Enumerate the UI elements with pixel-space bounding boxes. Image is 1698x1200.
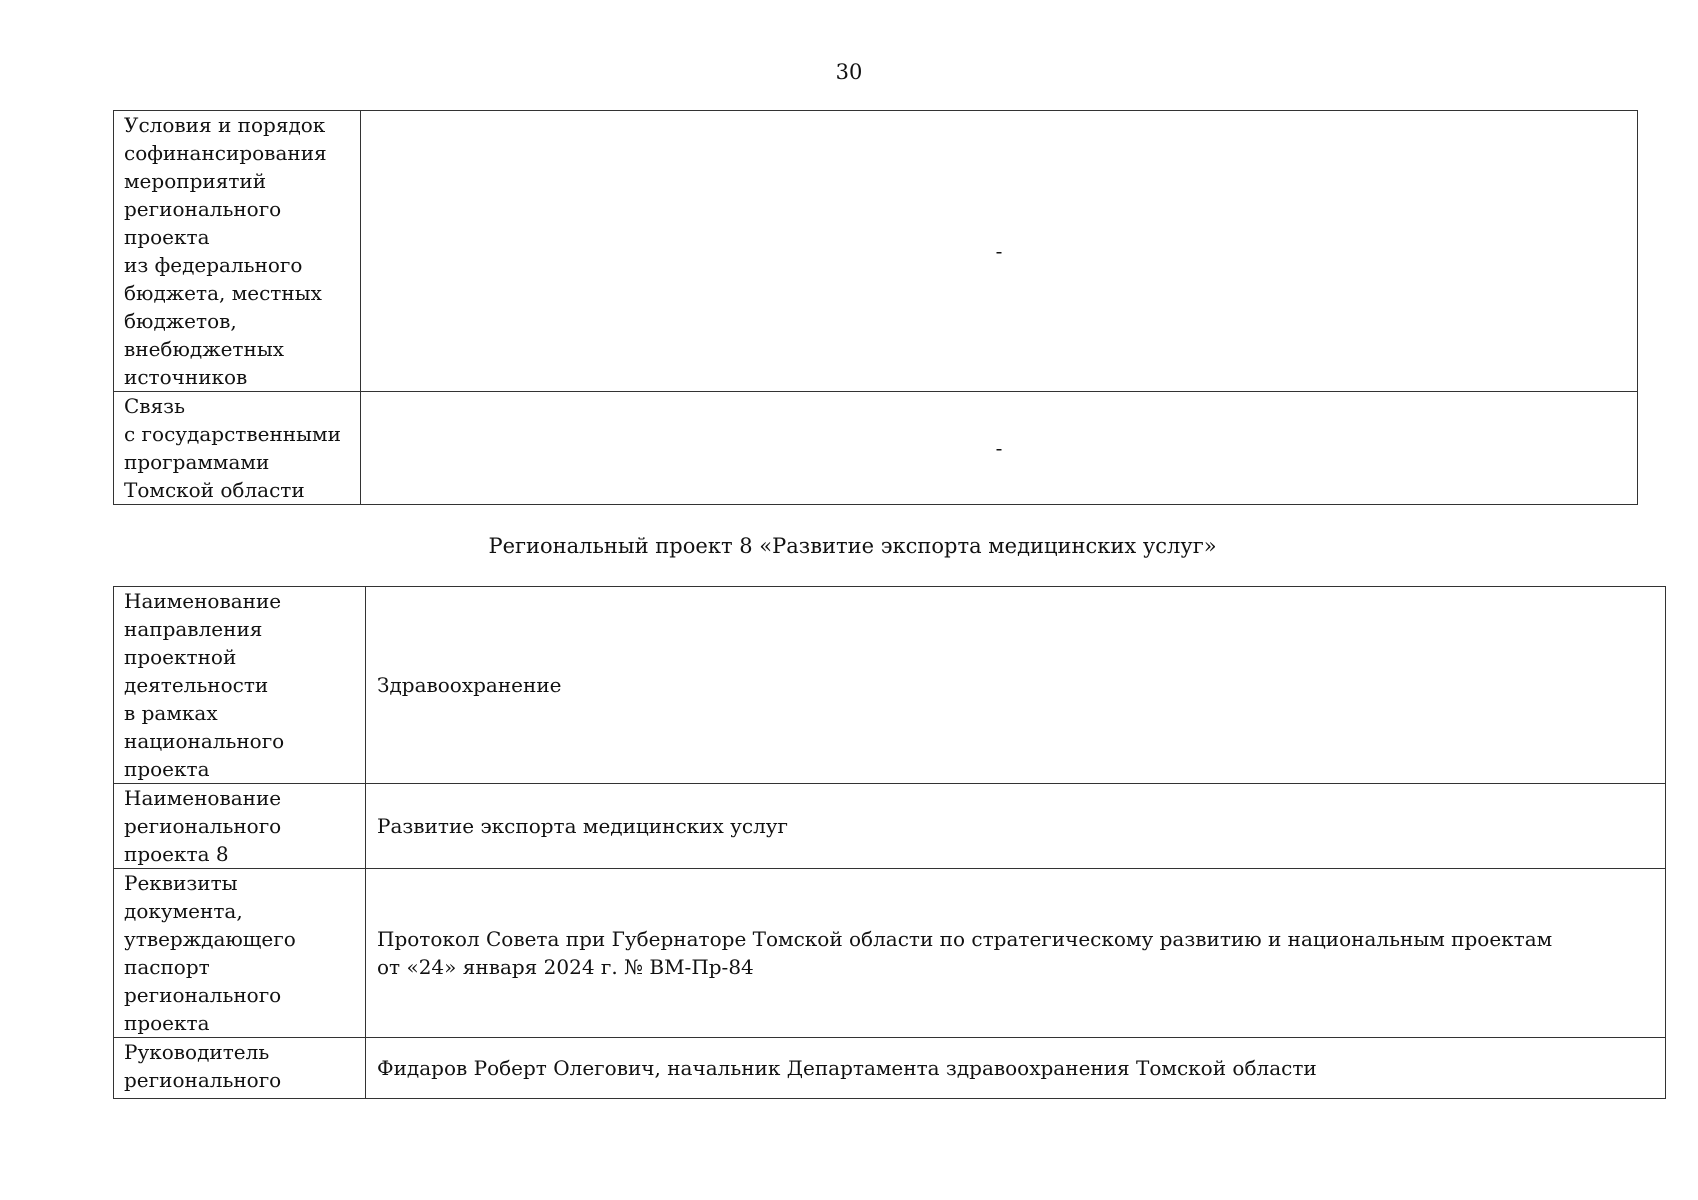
row-label-cofinancing-conditions: Условия и порядок софинансирования мероприятий регионального проекта из федерального бюджета, местных бюджетов, внебюджетных источников: [114, 111, 361, 392]
table-row: [114, 784, 1666, 869]
row-label-project-name: Наименование регионального проекта 8: [114, 784, 366, 869]
page-number: 30: [835, 60, 863, 84]
cofinancing-table: [113, 110, 1638, 505]
row-label-state-programs-link: Связь с государственными программами Томской области: [114, 392, 361, 505]
row-value-project-name: Развитие экспорта медицинских услуг: [366, 784, 1666, 869]
row-label-document-details: Реквизиты документа, утверждающего паспорт регионального проекта: [114, 869, 366, 1038]
row-value-cofinancing-conditions: -: [361, 111, 1638, 392]
row-value-state-programs-link: -: [361, 392, 1638, 505]
regional-project-8-table: [113, 586, 1666, 1099]
table-row: [114, 392, 1638, 505]
section-title: Региональный проект 8 «Развитие экспорта медицинских услуг»: [488, 534, 1217, 558]
row-value-direction-name: Здравоохранение: [366, 587, 1666, 784]
table-row: [114, 869, 1666, 1038]
row-label-direction-name: Наименование направления проектной деятельности в рамках национального проекта: [114, 587, 366, 784]
row-value-document-details: Протокол Совета при Губернаторе Томской области по стратегическому развитию и национальным проектам от «24» января 2024 г. № ВМ-Пр-84: [366, 869, 1666, 1038]
row-value-project-head: Фидаров Роберт Олегович, начальник Департамента здравоохранения Томской области: [366, 1038, 1666, 1099]
table-row: [114, 1038, 1666, 1099]
table-row: [114, 111, 1638, 392]
row-label-project-head: Руководитель регионального: [114, 1038, 366, 1099]
table-row: [114, 587, 1666, 784]
